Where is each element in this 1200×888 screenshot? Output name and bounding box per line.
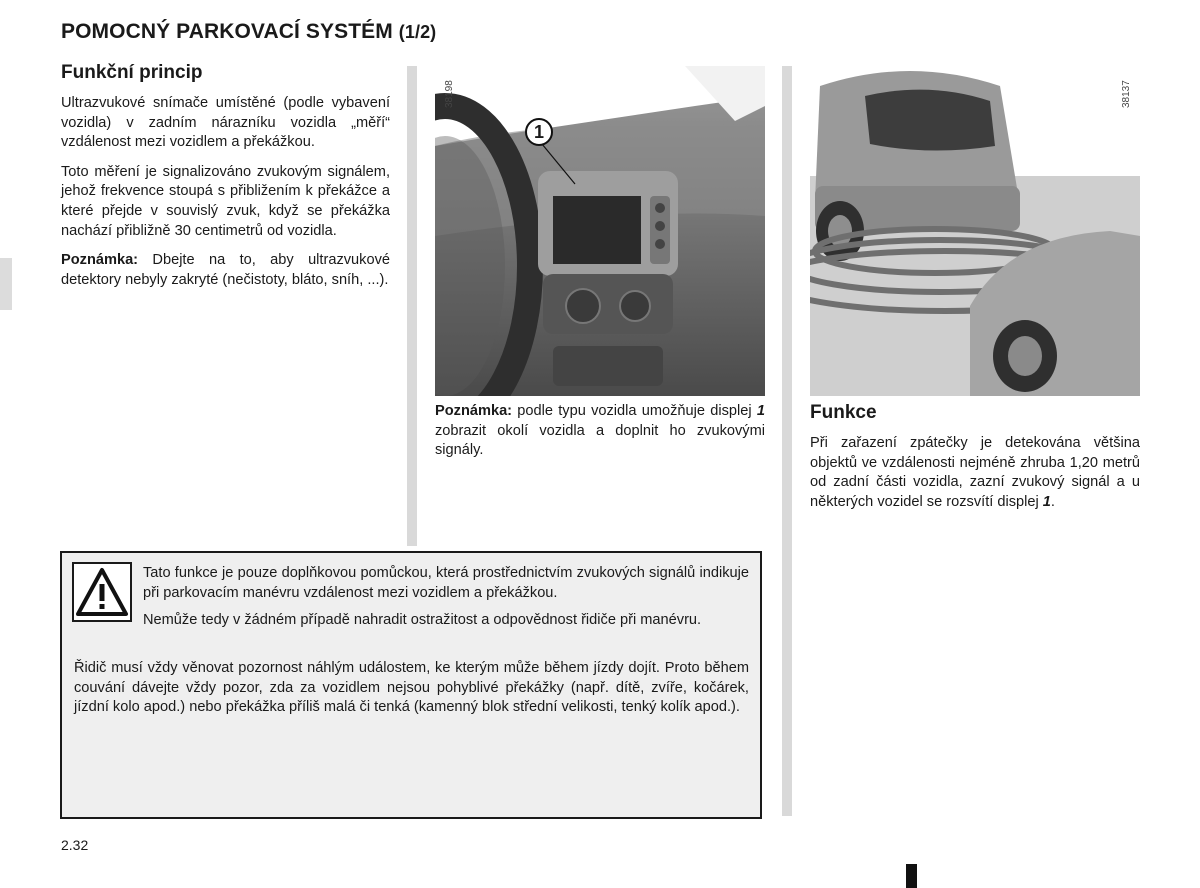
page-title-part: (1/2)	[398, 22, 437, 42]
note-label: Poznámka:	[61, 252, 139, 269]
left-column	[61, 62, 390, 300]
column-divider-right	[782, 66, 792, 816]
page-number: 2.32	[61, 837, 89, 853]
right-column	[810, 402, 1140, 522]
funkce-text-2: .	[1050, 493, 1055, 510]
page-edge-mark	[906, 864, 917, 888]
paragraph-signal: Toto měření je signalizováno zvukovým signálem, jehož frekvence stoupá s přibližením k překážce a které přejde v souvislý zvuk, když se překážka nachází přibližně 30 centimetrů od vozidla.	[61, 163, 390, 239]
warning-paragraph-1: Tato funkce je pouze doplňkovou pomůckou, která prostřednictvím zvukových signálů indikuje při parkovacím manévru vzdálenost mezi vozidlem a překážkou.	[143, 565, 749, 601]
parking-photo	[810, 66, 1140, 396]
note-text: Dbejte na to, aby ultrazvukové detektory nebyly zakryté (nečistoty, bláto, sníh, ...).	[61, 252, 390, 288]
column-divider-left	[407, 66, 417, 546]
note-label-middle: Poznámka:	[435, 403, 513, 419]
warning-top-text	[143, 564, 749, 641]
section-heading-funkce: Funkce	[810, 402, 877, 423]
note-text-middle-1: podle typu vozidla umožňuje displej	[512, 403, 757, 419]
page-title	[61, 20, 436, 44]
funkce-ref-1: 1	[1042, 493, 1051, 510]
dashboard-illustration	[435, 66, 765, 396]
warning-triangle-icon	[72, 562, 132, 622]
paragraph-sensors: Ultrazvukové snímače umístěné (podle vybavení vozidla) v zadním nárazníku vozidla „měří“ vzdálenost mezi vozidlem a překážkou.	[61, 95, 390, 151]
note-text-middle-2: zobrazit okolí vozidla a doplnit ho zvukovými signály.	[435, 422, 765, 459]
note-ref-1: 1	[756, 403, 765, 419]
page-title-text: POMOCNÝ PARKOVACÍ SYSTÉM	[61, 20, 393, 43]
dashboard-photo	[435, 66, 765, 396]
warning-paragraph-3: Řidič musí vždy věnovat pozornost náhlým událostem, ke kterým může během jízdy dojít. Proto během couvání dávejte vždy pozor, zda za vozidlem nejsou pohyblivé překážky (např. dítě, zvíře, kočárek, jízdní kolo apod.) nebo překážka příliš malá či tenká (kamenný blok střední velikosti, tenký kolík apod.).	[74, 660, 749, 716]
callout-1: 1	[525, 118, 553, 146]
parking-illustration	[810, 66, 1140, 396]
image-ref-38198: 38198	[444, 80, 455, 108]
section-heading-princip: Funkční princip	[61, 62, 203, 83]
note-display	[435, 402, 765, 461]
note-detectors	[61, 251, 390, 290]
warning-triangle-svg	[74, 564, 130, 620]
warning-bottom-text	[74, 659, 749, 728]
warning-box	[60, 551, 762, 819]
warning-paragraph-2: Nemůže tedy v žádném případě nahradit ostražitost a odpovědnost řidiče při manévru.	[143, 612, 702, 629]
middle-note	[435, 402, 765, 471]
funkce-text-1: Při zařazení zpátečky je detekována většina objektů ve vzdálenosti nejméně zhruba 1,20 metrů od zadní části vozidla, zazní zvukový signál a u některých vozidel se rozsvítí displej	[810, 435, 1140, 510]
paragraph-funkce	[810, 434, 1140, 512]
image-ref-38137: 38137	[1121, 80, 1132, 108]
chapter-tab	[0, 258, 12, 310]
